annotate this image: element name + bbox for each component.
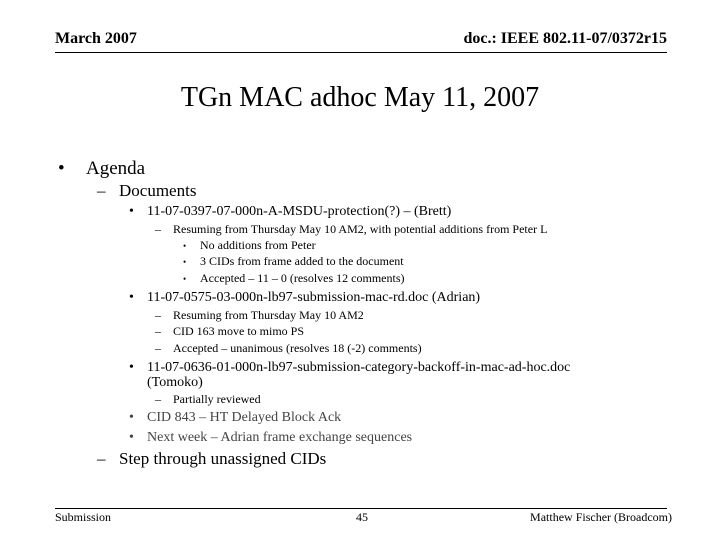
- bullet-icon: •: [129, 430, 134, 445]
- doc2-sub2-label: CID 163 move to mimo PS: [173, 324, 305, 338]
- dash-icon: –: [155, 222, 161, 236]
- dash-icon: –: [155, 341, 161, 355]
- nextweek-item: [129, 430, 412, 446]
- cid843-label: CID 843 – HT Delayed Block Ack: [147, 410, 342, 425]
- doc2-sub1-label: Resuming from Thursday May 10 AM2: [173, 308, 364, 322]
- bullet-icon: •: [129, 410, 134, 425]
- agenda-label: Agenda: [86, 158, 146, 179]
- slide-title: TGn MAC adhoc May 11, 2007: [180, 82, 540, 113]
- doc3-sub1-label: Partially reviewed: [173, 392, 261, 406]
- dash-icon: –: [155, 308, 161, 322]
- bullet-icon: •: [183, 274, 187, 284]
- doc1-sub1-a-label: No additions from Peter: [200, 238, 316, 252]
- cid843-item: [129, 410, 341, 426]
- header-rule: [55, 52, 667, 53]
- doc2-sub3: [155, 341, 422, 356]
- bullet-icon: •: [183, 241, 187, 251]
- doc1-sub1-c-label: Accepted – 11 – 0 (resolves 12 comments): [200, 271, 405, 285]
- doc3-item: [129, 360, 570, 376]
- bullet-icon: •: [129, 360, 134, 375]
- doc1-item: [129, 204, 451, 220]
- doc2-item: [129, 290, 480, 306]
- footer-submission: Submission: [55, 510, 112, 524]
- doc1-sub1-c: [183, 271, 405, 286]
- bullet-icon: •: [129, 290, 134, 305]
- doc2-sub2: [155, 324, 304, 339]
- dash-icon: –: [155, 324, 161, 338]
- bullet-icon: •: [183, 257, 187, 267]
- doc2-sub3-label: Accepted – unanimous (resolves 18 (-2) comments): [173, 341, 422, 355]
- doc1-sub1-b-label: 3 CIDs from frame added to the document: [200, 254, 404, 268]
- header-doc-id: doc.: IEEE 802.11-07/0372r15: [463, 30, 667, 47]
- documents-label: Documents: [119, 181, 197, 200]
- header-date: March 2007: [55, 30, 137, 47]
- footer-rule: [55, 508, 667, 509]
- doc1-sub1: [155, 222, 547, 237]
- doc1-label: 11-07-0397-07-000n-A-MSDU-protection(?) – (Brett): [147, 204, 452, 219]
- bullet-icon: •: [129, 204, 134, 219]
- documents-item: [97, 181, 196, 201]
- doc1-sub1-label: Resuming from Thursday May 10 AM2, with potential additions from Peter L: [173, 222, 548, 236]
- step-item: [97, 449, 326, 469]
- doc3-label: 11-07-0636-01-000n-lb97-submission-category-backoff-in-mac-ad-hoc.doc: [147, 360, 571, 375]
- dash-icon: –: [97, 449, 106, 468]
- bullet-icon: •: [58, 158, 65, 179]
- agenda-item: [58, 158, 145, 180]
- footer-page-number: 45: [356, 510, 368, 524]
- dash-icon: –: [155, 392, 161, 406]
- dash-icon: –: [97, 181, 106, 200]
- doc1-sub1-a: [183, 238, 316, 253]
- doc2-label: 11-07-0575-03-000n-lb97-submission-mac-rd.doc (Adrian): [147, 290, 481, 305]
- doc3-sub1: [155, 392, 261, 407]
- doc1-sub1-b: [183, 254, 404, 269]
- nextweek-label: Next week – Adrian frame exchange sequences: [147, 430, 413, 445]
- step-label: Step through unassigned CIDs: [119, 449, 327, 468]
- doc3-label-line2: (Tomoko): [147, 375, 203, 390]
- footer-author: Matthew Fischer (Broadcom): [530, 510, 672, 524]
- doc2-sub1: [155, 308, 364, 323]
